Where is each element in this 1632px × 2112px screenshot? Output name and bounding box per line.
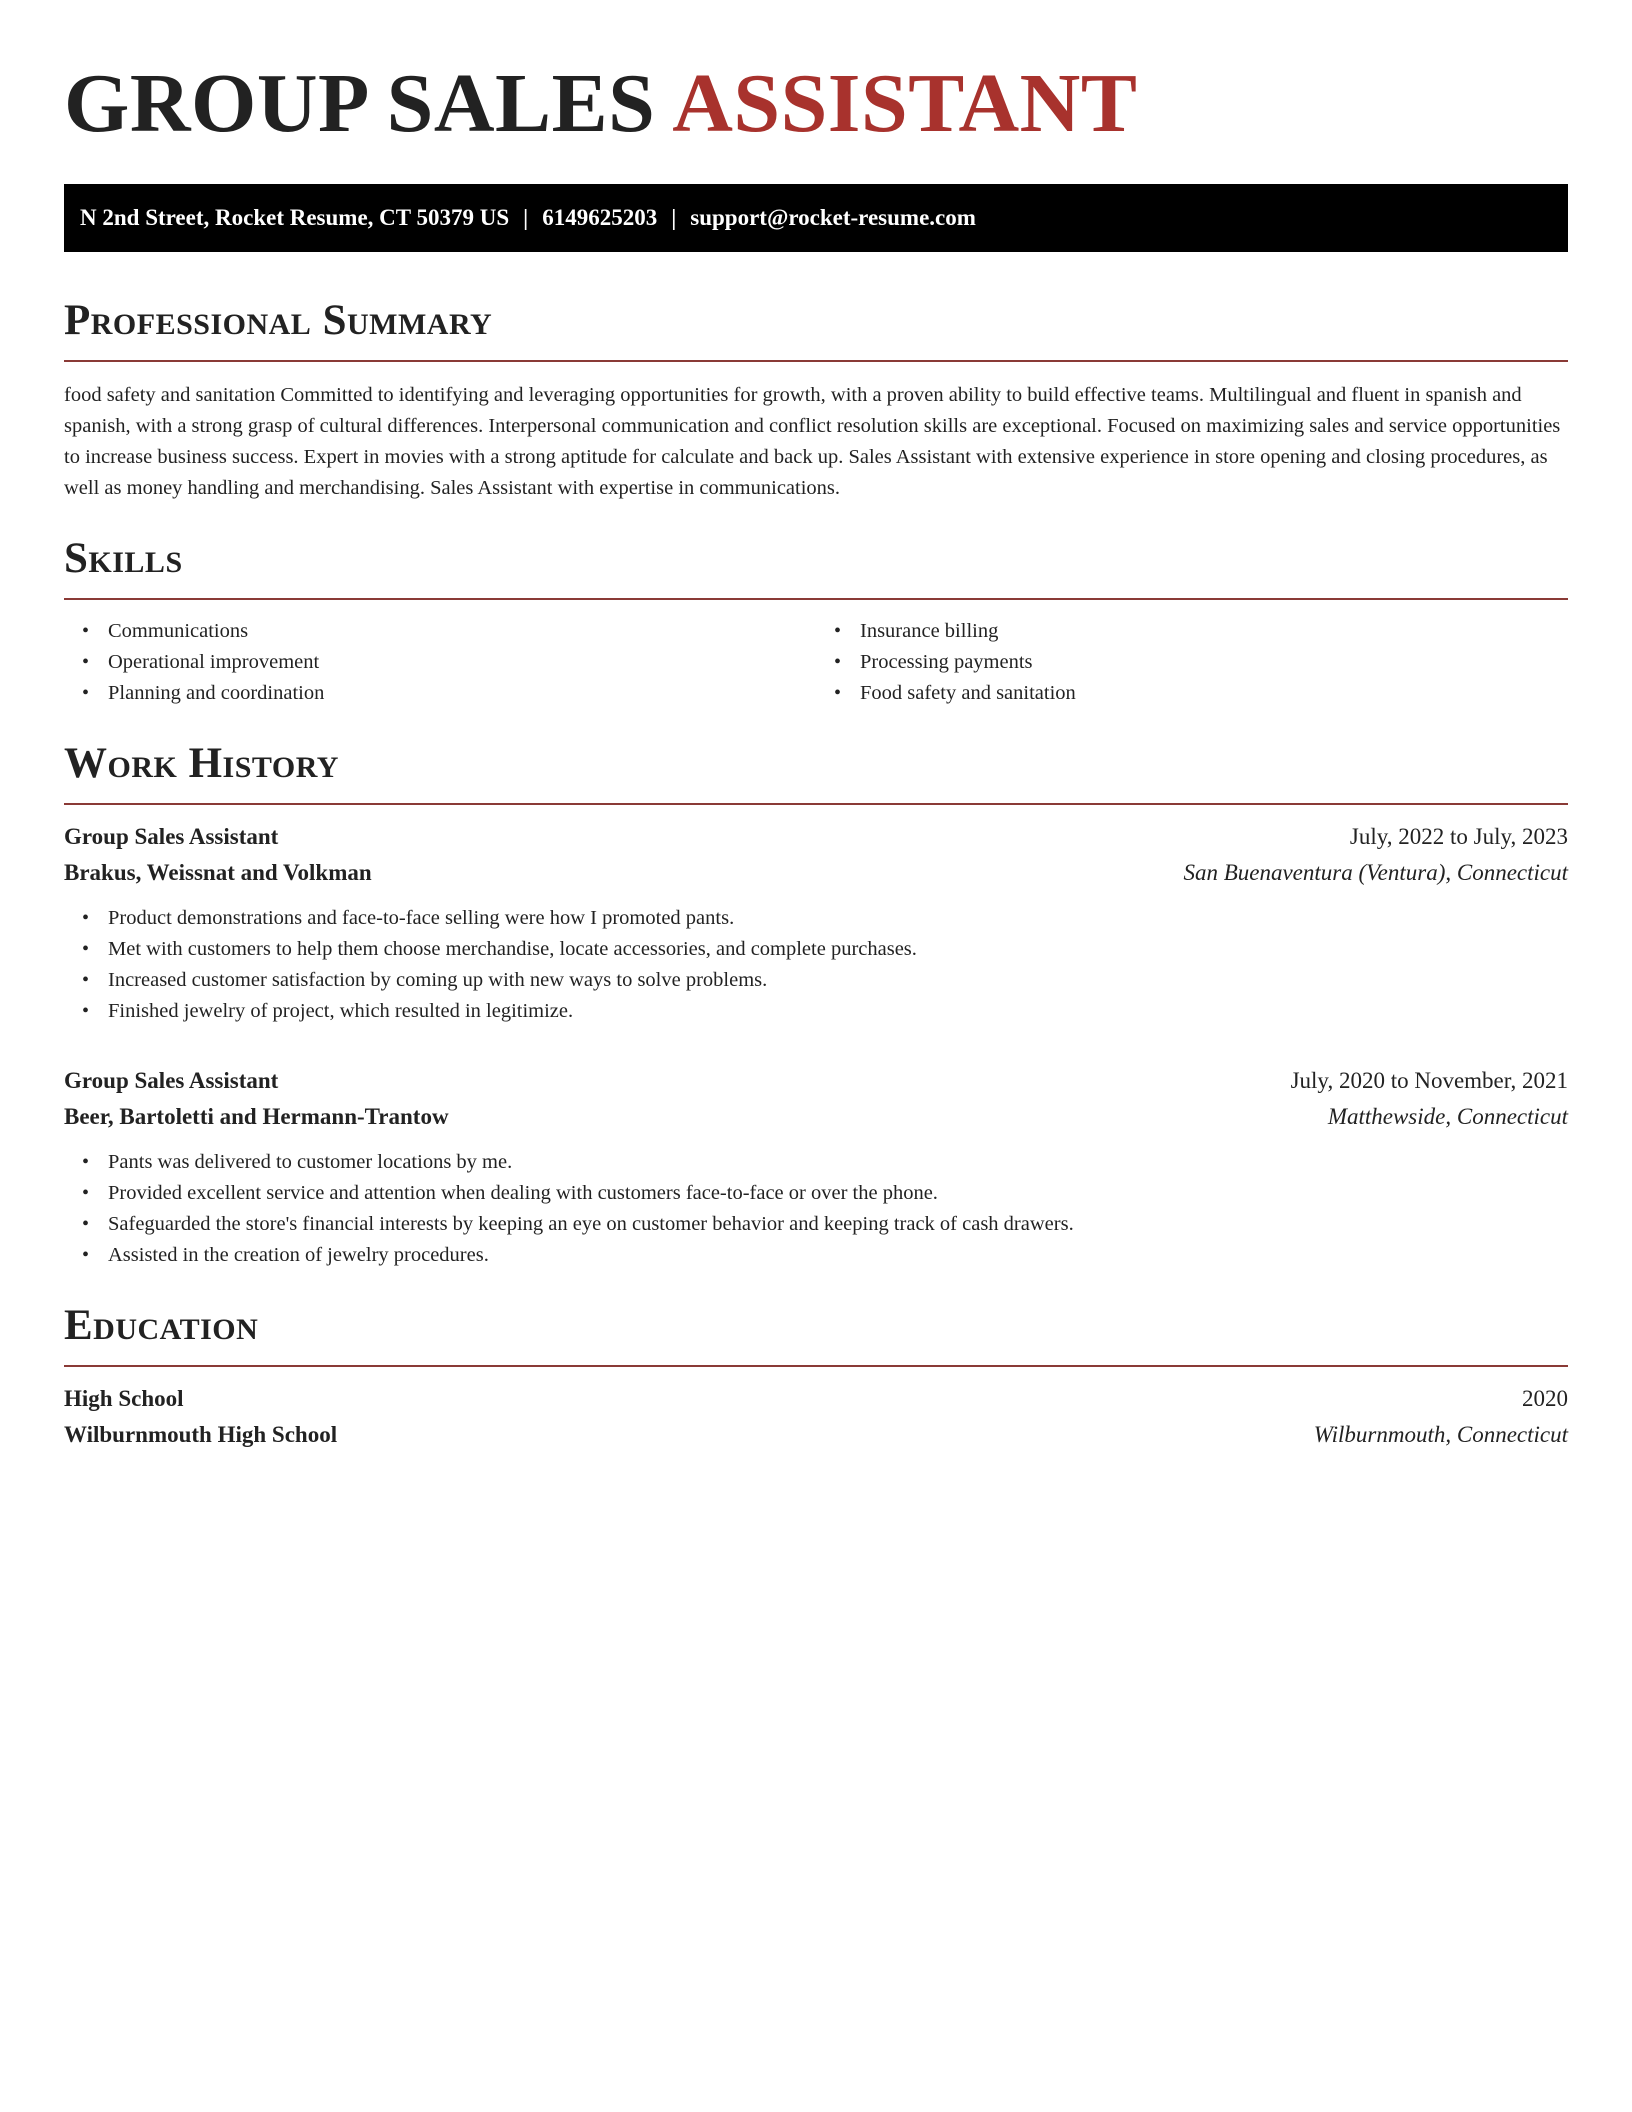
section-title-summary: Professional Summary: [64, 297, 493, 344]
skills-grid: [64, 616, 1568, 709]
job-duty: • Assisted in the creation of jewelry procedures.: [108, 1240, 1568, 1271]
job-location: Matthewside, Connecticut: [1327, 1104, 1568, 1129]
job-duty: • Pants was delivered to customer locations by me.: [108, 1147, 1568, 1178]
skills-list-right: [816, 616, 1568, 709]
skill-item: • Planning and coordination: [108, 678, 816, 709]
education-location: Wilburnmouth, Connecticut: [1313, 1422, 1568, 1447]
skill-item: • Insurance billing: [860, 616, 1568, 647]
job-entry: [64, 1063, 1568, 1271]
job-location: San Buenaventura (Ventura), Connecticut: [1183, 860, 1568, 885]
job-duty: • Provided excellent service and attention when dealing with customers face-to-face or over the phone.: [108, 1178, 1568, 1209]
skill-item: • Food safety and sanitation: [860, 678, 1568, 709]
education-section: [64, 1301, 1568, 1453]
section-divider: [64, 1365, 1568, 1367]
job-company-row: [64, 1099, 1568, 1135]
section-title-education: Education: [64, 1302, 259, 1349]
job-dates: July, 2020 to November, 2021: [1290, 1068, 1568, 1093]
job-duty: • Increased customer satisfaction by coming up with new ways to solve problems.: [108, 965, 1568, 996]
education-degree: High School: [64, 1386, 184, 1411]
skills-list-left: [64, 616, 816, 709]
job-dates: July, 2022 to July, 2023: [1349, 824, 1568, 849]
summary-section: [64, 296, 1568, 504]
skills-column-left: [64, 616, 816, 709]
summary-text: food safety and sanitation Committed to identifying and leveraging opportunities for growth, with a proven ability to build effective teams. Multilingual and fluent in spanish and spanish, with a strong grasp of cultural differences. Interpersonal communication and conflict resolution skills are exceptional. Focused on maximizing sales and service opportunities to increase business success. Expert in movies with a strong aptitude for calculate and back up. Sales Assistant with extensive experience in store opening and closing procedures, as well as money handling and merchandising. Sales Assistant with expertise in communications.: [64, 384, 1561, 499]
contact-separator: |: [671, 205, 677, 230]
job-duty: • Safeguarded the store's financial interests by keeping an eye on customer behavior and keeping track of cash drawers.: [108, 1209, 1568, 1240]
contact-separator: |: [523, 205, 529, 230]
job-duty: • Finished jewelry of project, which resulted in legitimize.: [108, 996, 1568, 1027]
skills-section: [64, 534, 1568, 709]
contact-bar: [64, 184, 1568, 252]
skills-column-right: [816, 616, 1568, 709]
section-title-skills: Skills: [64, 535, 183, 582]
title-main: GROUP SALES: [64, 57, 656, 150]
education-school-row: [64, 1417, 1568, 1453]
section-divider: [64, 598, 1568, 600]
job-role: Group Sales Assistant: [64, 824, 279, 849]
skill-item: • Communications: [108, 616, 816, 647]
job-duty: • Met with customers to help them choose merchandise, locate accessories, and complete purchases.: [108, 934, 1568, 965]
education-year: 2020: [1522, 1386, 1568, 1411]
job-company: Beer, Bartoletti and Hermann-Trantow: [64, 1104, 449, 1129]
job-duty: • Product demonstrations and face-to-face selling were how I promoted pants.: [108, 903, 1568, 934]
job-company: Brakus, Weissnat and Volkman: [64, 860, 372, 885]
job-header-row: [64, 819, 1568, 855]
skill-item: • Operational improvement: [108, 647, 816, 678]
section-title-work-history: Work History: [64, 740, 339, 787]
resume-title: [64, 56, 1568, 152]
job-company-row: [64, 855, 1568, 891]
job-duties-list: [64, 903, 1568, 1027]
skill-item: • Processing payments: [860, 647, 1568, 678]
contact-phone: 6149625203: [542, 205, 658, 230]
education-header-row: [64, 1381, 1568, 1417]
section-divider: [64, 803, 1568, 805]
section-divider: [64, 360, 1568, 362]
title-accent: ASSISTANT: [672, 57, 1138, 150]
job-header-row: [64, 1063, 1568, 1099]
contact-email: support@rocket-resume.com: [690, 205, 976, 230]
work-history-section: [64, 739, 1568, 1271]
job-duties-list: [64, 1147, 1568, 1271]
contact-address: N 2nd Street, Rocket Resume, CT 50379 US: [80, 205, 510, 230]
education-school: Wilburnmouth High School: [64, 1422, 338, 1447]
job-role: Group Sales Assistant: [64, 1068, 279, 1093]
job-entry: [64, 819, 1568, 1027]
